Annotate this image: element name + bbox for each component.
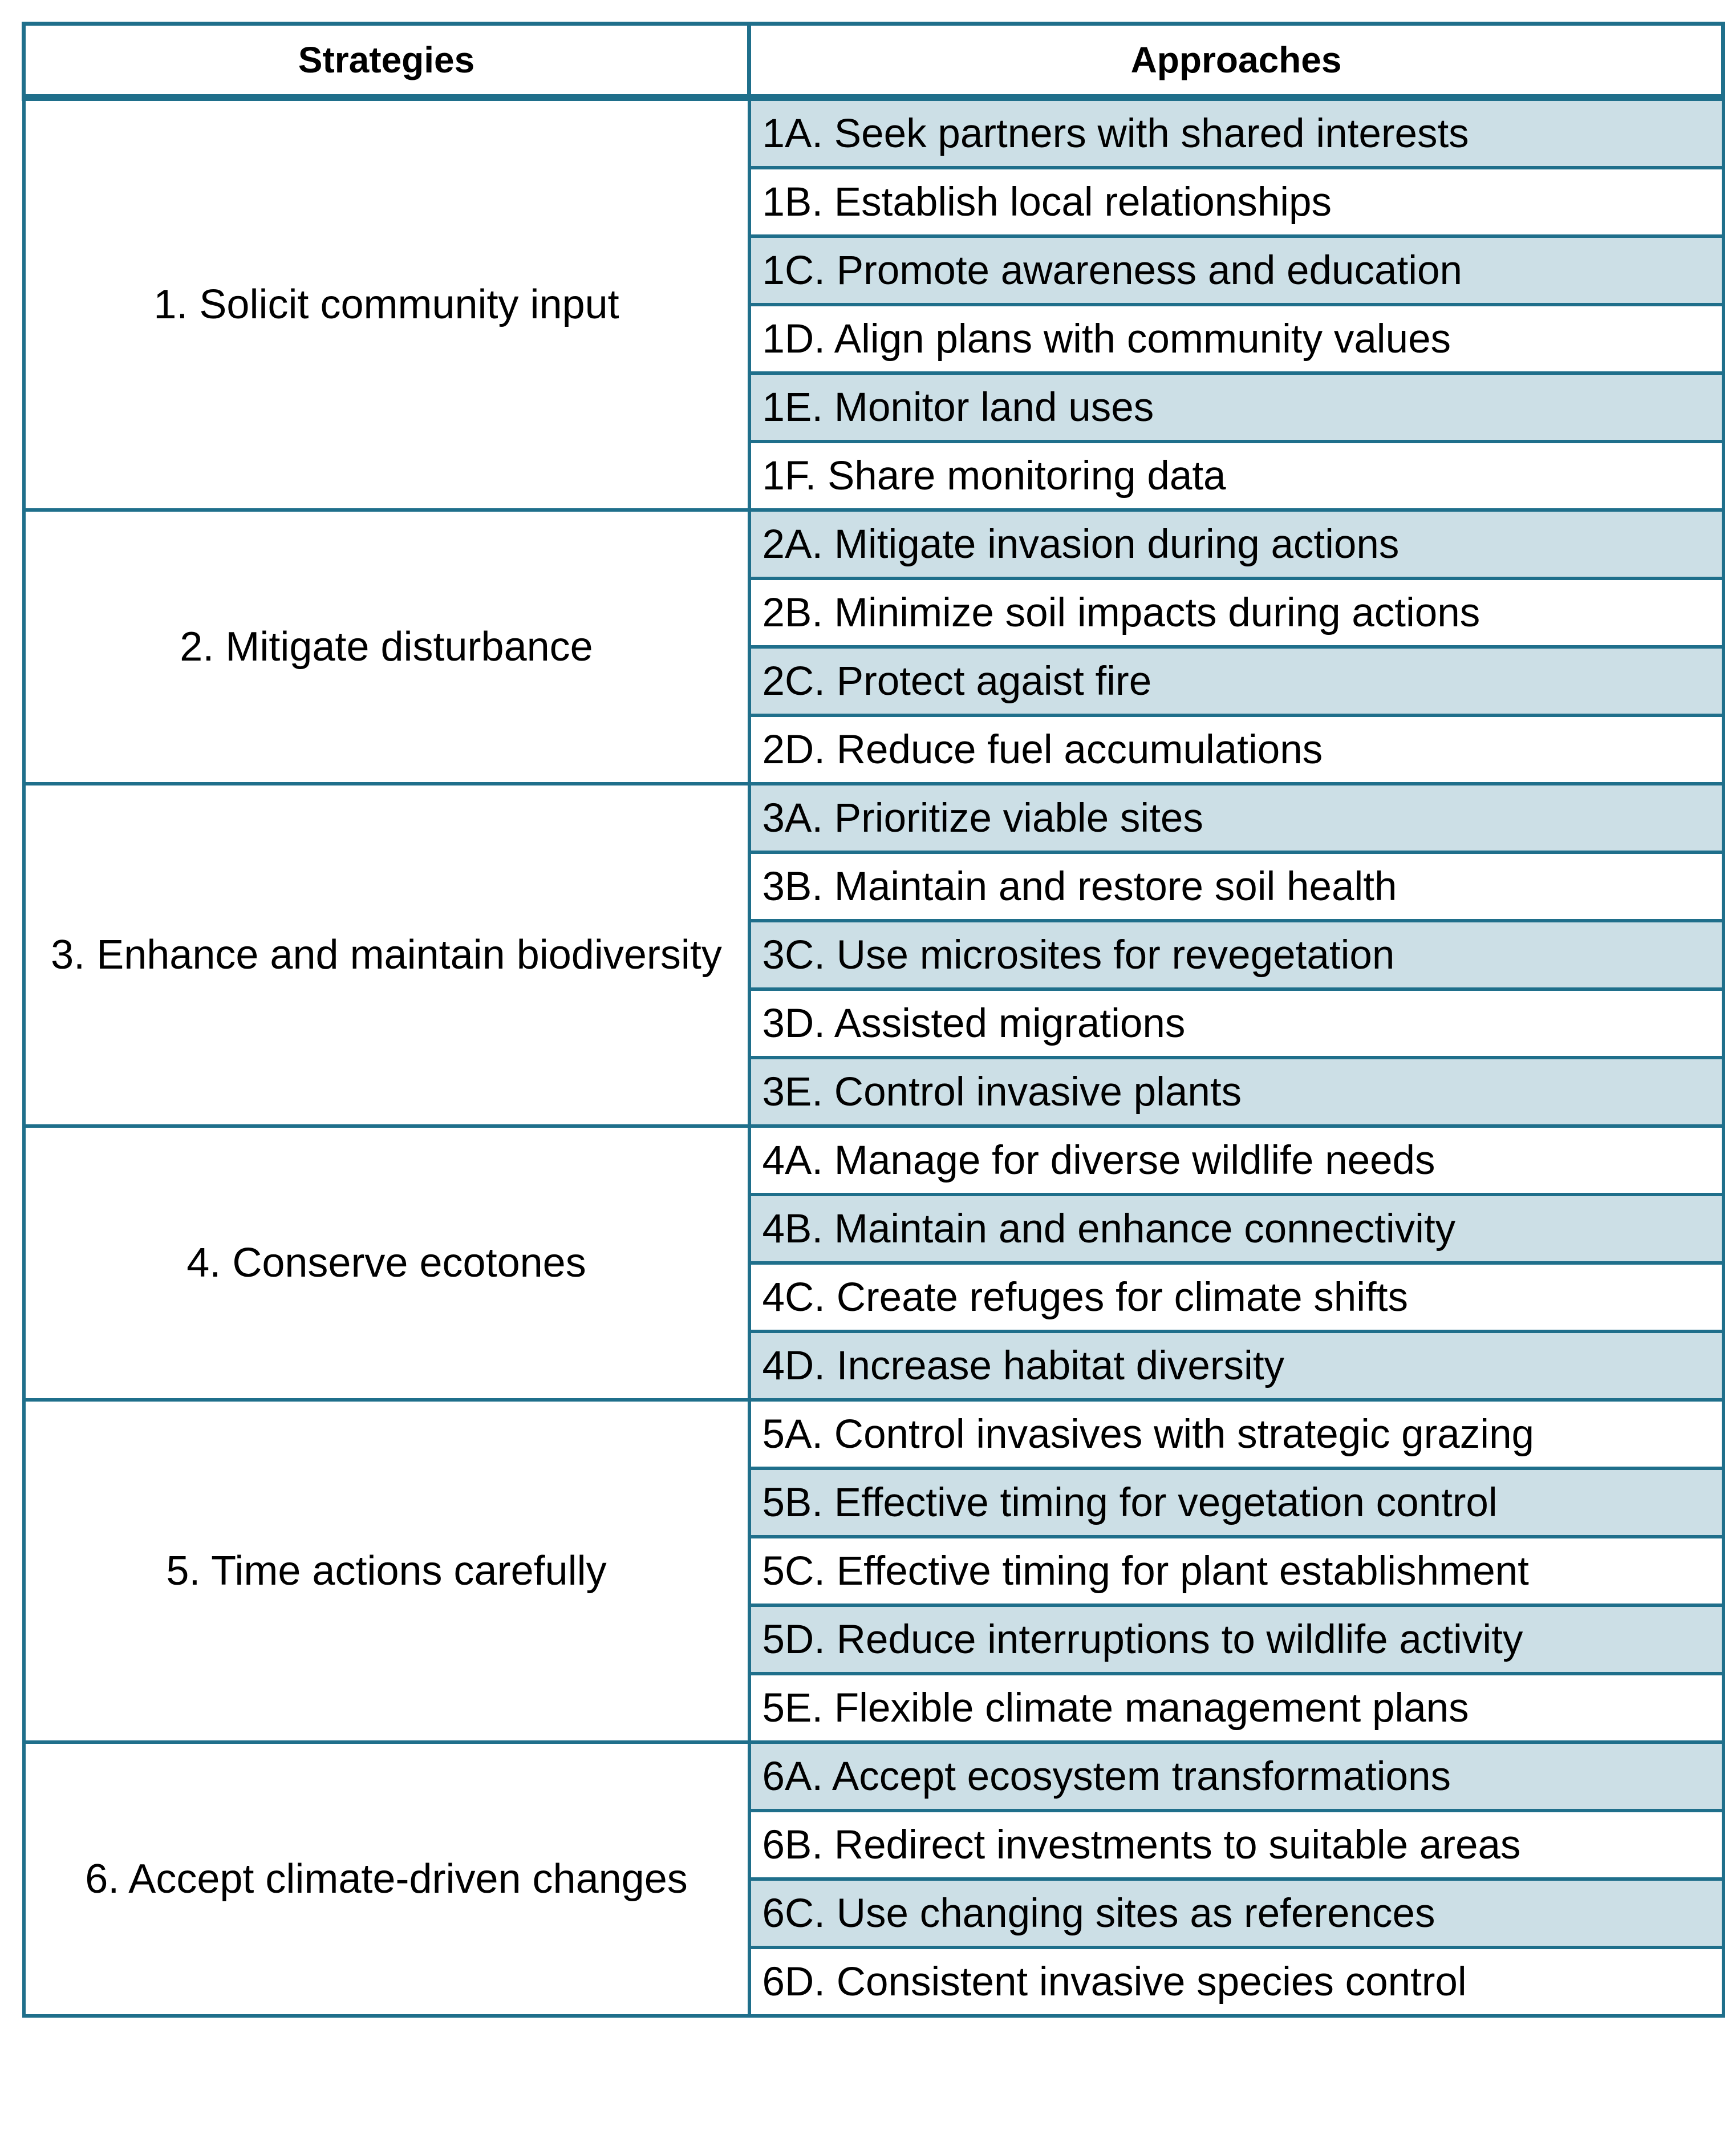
table-row bbox=[24, 784, 1723, 852]
approach-cell: 3D. Assisted migrations bbox=[749, 989, 1723, 1058]
approach-cell: 2B. Minimize soil impacts during actions bbox=[749, 578, 1723, 647]
table-row bbox=[24, 510, 1723, 578]
approach-cell: 5C. Effective timing for plant establishment bbox=[749, 1537, 1723, 1605]
table-body bbox=[24, 98, 1723, 2016]
table-row bbox=[24, 1742, 1723, 1811]
strategy-cell: 3. Enhance and maintain biodiversity bbox=[24, 784, 749, 1126]
header-row bbox=[24, 24, 1723, 98]
approach-cell: 5A. Control invasives with strategic grazing bbox=[749, 1400, 1723, 1468]
approach-cell: 1D. Align plans with community values bbox=[749, 305, 1723, 373]
approach-cell: 6D. Consistent invasive species control bbox=[749, 1947, 1723, 2016]
approach-cell: 5E. Flexible climate management plans bbox=[749, 1674, 1723, 1742]
approach-cell: 1E. Monitor land uses bbox=[749, 373, 1723, 442]
table-row bbox=[24, 1400, 1723, 1468]
approach-cell: 4D. Increase habitat diversity bbox=[749, 1331, 1723, 1400]
approach-cell: 5B. Effective timing for vegetation control bbox=[749, 1468, 1723, 1537]
approach-cell: 1C. Promote awareness and education bbox=[749, 236, 1723, 305]
approach-cell: 6C. Use changing sites as references bbox=[749, 1879, 1723, 1947]
approach-cell: 2A. Mitigate invasion during actions bbox=[749, 510, 1723, 578]
approach-cell: 3E. Control invasive plants bbox=[749, 1058, 1723, 1126]
approach-cell: 2D. Reduce fuel accumulations bbox=[749, 715, 1723, 784]
approach-cell: 3C. Use microsites for revegetation bbox=[749, 921, 1723, 989]
approach-cell: 2C. Protect agaist fire bbox=[749, 647, 1723, 715]
header-approaches: Approaches bbox=[749, 24, 1723, 98]
approach-cell: 5D. Reduce interruptions to wildlife activity bbox=[749, 1605, 1723, 1674]
strategies-approaches-table bbox=[22, 22, 1725, 2018]
strategy-cell: 2. Mitigate disturbance bbox=[24, 510, 749, 784]
approach-cell: 1B. Establish local relationships bbox=[749, 168, 1723, 236]
approach-cell: 6A. Accept ecosystem transformations bbox=[749, 1742, 1723, 1811]
table-row bbox=[24, 1126, 1723, 1194]
approach-cell: 4A. Manage for diverse wildlife needs bbox=[749, 1126, 1723, 1194]
approach-cell: 3B. Maintain and restore soil health bbox=[749, 852, 1723, 921]
approach-cell: 1F. Share monitoring data bbox=[749, 442, 1723, 510]
table-row bbox=[24, 98, 1723, 168]
approach-cell: 4B. Maintain and enhance connectivity bbox=[749, 1194, 1723, 1263]
approach-cell: 4C. Create refuges for climate shifts bbox=[749, 1263, 1723, 1331]
strategy-cell: 5. Time actions carefully bbox=[24, 1400, 749, 1742]
approach-cell: 6B. Redirect investments to suitable areas bbox=[749, 1811, 1723, 1879]
approach-cell: 1A. Seek partners with shared interests bbox=[749, 98, 1723, 168]
approach-cell: 3A. Prioritize viable sites bbox=[749, 784, 1723, 852]
strategy-cell: 1. Solicit community input bbox=[24, 98, 749, 510]
strategy-cell: 6. Accept climate-driven changes bbox=[24, 1742, 749, 2016]
header-strategies: Strategies bbox=[24, 24, 749, 98]
strategy-cell: 4. Conserve ecotones bbox=[24, 1126, 749, 1400]
